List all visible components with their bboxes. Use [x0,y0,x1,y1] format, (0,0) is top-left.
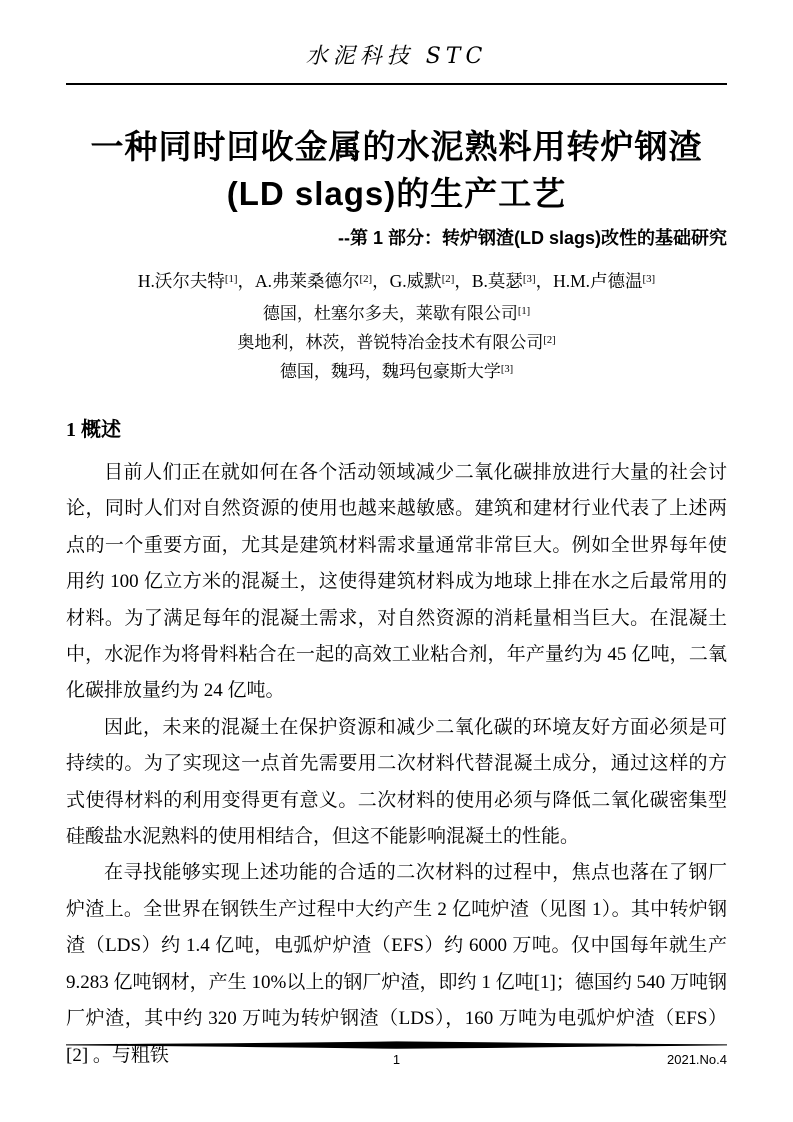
author-affiliation-ref: [3] [642,273,656,286]
author-separator: ， [372,271,390,291]
author [255,271,390,291]
author [553,271,655,291]
header-rule-divider [66,83,727,85]
footer-row [66,1051,727,1069]
affiliation-text: 德国，魏玛，魏玛包豪斯大学 [279,362,501,381]
author-name: H.沃尔夫特 [137,271,225,291]
page-number: 1 [392,1052,401,1067]
author [472,271,553,291]
authors-line [66,270,727,295]
article-title-line1: 一种同时回收金属的水泥熟料用转炉钢渣 [90,128,703,165]
section-heading: 1 概述 [66,419,121,441]
author-separator: ， [535,271,554,291]
article-body [66,455,727,1074]
author [138,271,255,291]
author-affiliation-ref: [2] [441,273,455,286]
affiliation-line [66,359,727,388]
author-name: A.弗莱桑德尔 [255,271,360,291]
author-affiliation-ref: [3] [522,273,536,286]
affiliation-ref: [1] [517,306,531,318]
journal-header [66,0,727,70]
author-separator: ， [454,271,472,291]
affiliation-ref: [3] [500,364,514,376]
author [390,271,472,291]
author-affiliation-ref: [1] [224,273,238,286]
affiliation-line [66,301,727,330]
article-title-line2: (LD slags)的生产工艺 [226,175,567,212]
body-paragraph: 目前人们正在就如何在各个活动领域减少二氧化碳排放进行大量的社会讨论，同时人们对自然资源的使用也越来越敏感。建筑和建材行业代表了上述两点的一个重要方面，尤其是建筑材料需求量通常非常巨大。例如全世界每年使用约 100 亿立方米的混凝土，这使得建筑材料成为地球上排在水之后最常用的材料。为了满足每年的混凝土需求，对自然资源的消耗量相当巨大。在混凝土中，水泥作为将骨料粘合在一起的高效工业粘合剂，年产量约为 45 亿吨，二氧化碳排放量约为 24 亿吨。 [66,462,727,702]
affiliation-text: 奥地利，林茨，普锐特冶金技术有限公司 [237,333,544,352]
footer-ornamental-rule [66,1041,727,1049]
affiliation-ref: [2] [543,335,556,347]
author-name: H.M.卢德温 [553,271,643,291]
author-affiliation-ref: [2] [359,273,373,286]
journal-name: 水泥科技 STC [305,44,488,69]
article-title [66,123,727,217]
article-subtitle: --第 1 部分：转炉钢渣(LD slags)改性的基础研究 [337,228,727,248]
affiliations-block [66,301,727,388]
issue-number: 2021.No.4 [667,1052,727,1067]
affiliation-text: 德国，杜塞尔多夫，莱歇有限公司 [262,304,518,323]
page-footer [66,1041,727,1069]
author-name: B.莫瑟 [471,271,523,291]
author-name: G.威默 [389,271,442,291]
body-paragraph: 在寻找能够实现上述功能的合适的二次材料的过程中，焦点也落在了钢厂炉渣上。全世界在钢铁生产过程中大约产生 2 亿吨炉渣（见图 1）。其中转炉钢渣（LDS）约 1.4 亿吨，电弧炉炉渣（EFS）约 6000 万吨。仅中国每年就生产 9.283 亿吨钢材，产生 10%以上的钢厂炉渣，即约 1 亿吨[1]；德国约 540 万吨钢厂炉渣，其中约 320 万吨为转炉钢渣（LDS），160 万吨为电弧炉炉渣（EFS）[2] 。与粗铁 [66,862,727,1066]
author-separator: ， [237,271,255,291]
affiliation-line [66,330,727,359]
body-paragraph: 因此，未来的混凝土在保护资源和减少二氧化碳的环境友好方面必须是可持续的。为了实现这一点首先需要用二次材料代替混凝土成分，通过这样的方式使得材料的利用变得更有意义。二次材料的使用必须与降低二氧化碳密集型硅酸盐水泥熟料的使用相结合，但这不能影响混凝土的性能。 [66,716,727,848]
